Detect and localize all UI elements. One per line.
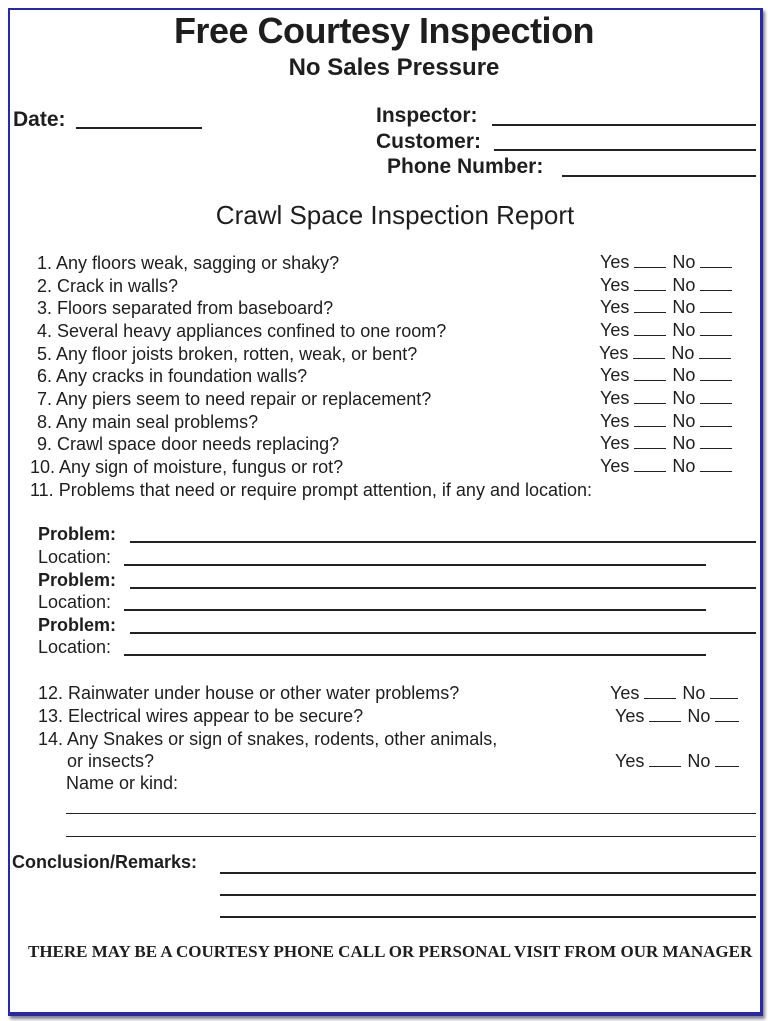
question-9: 9. Crawl space door needs replacing? bbox=[37, 434, 340, 454]
yes-no-3[interactable]: Yes No bbox=[600, 297, 738, 318]
no-blank[interactable] bbox=[700, 434, 732, 449]
form-subtitle: No Sales Pressure bbox=[288, 54, 500, 81]
phone-field[interactable] bbox=[562, 175, 756, 177]
footer-notice: THERE MAY BE A COURTESY PHONE CALL OR PERSONAL VISIT FROM OUR MANAGER bbox=[28, 942, 753, 961]
yes-blank[interactable] bbox=[634, 253, 666, 268]
location-label-2: Location: bbox=[38, 592, 112, 612]
report-title: Crawl Space Inspection Report bbox=[215, 200, 575, 230]
form-title: Free Courtesy Inspection bbox=[173, 10, 595, 51]
question-12: 12. Rainwater under house or other water problems? bbox=[38, 683, 460, 703]
yes-blank[interactable] bbox=[644, 684, 676, 699]
yes-no-2[interactable]: Yes No bbox=[600, 275, 738, 296]
date-label: Date: bbox=[13, 108, 66, 131]
yes-no-10[interactable]: Yes No bbox=[600, 456, 738, 477]
yes-no-7[interactable]: Yes No bbox=[600, 388, 738, 409]
location-field-2[interactable] bbox=[124, 609, 706, 611]
yes-no-14[interactable]: Yes No bbox=[615, 751, 745, 772]
location-field-1[interactable] bbox=[124, 564, 706, 566]
no-blank[interactable] bbox=[700, 366, 732, 381]
no-blank[interactable] bbox=[700, 298, 732, 313]
yes-no-5[interactable]: Yes No bbox=[599, 343, 737, 364]
location-label-3: Location: bbox=[38, 637, 112, 657]
question-14: 14. Any Snakes or sign of snakes, rodents, other animals, bbox=[38, 729, 498, 749]
yes-blank[interactable] bbox=[634, 366, 666, 381]
no-blank[interactable] bbox=[700, 389, 732, 404]
question-4: 4. Several heavy appliances confined to one room? bbox=[37, 321, 447, 341]
yes-blank[interactable] bbox=[633, 344, 665, 359]
yes-no-13[interactable]: Yes No bbox=[615, 706, 745, 727]
conclusion-field-2[interactable] bbox=[220, 894, 756, 896]
yes-blank[interactable] bbox=[634, 412, 666, 427]
problem-label-1: Problem: bbox=[38, 524, 117, 544]
customer-field[interactable] bbox=[494, 149, 756, 151]
yes-no-6[interactable]: Yes No bbox=[600, 365, 738, 386]
problem-field-3[interactable] bbox=[130, 632, 756, 634]
yes-blank[interactable] bbox=[634, 434, 666, 449]
yes-no-8[interactable]: Yes No bbox=[600, 411, 738, 432]
phone-label: Phone Number: bbox=[387, 155, 544, 178]
location-label-1: Location: bbox=[38, 547, 112, 567]
no-blank[interactable] bbox=[700, 276, 732, 291]
name-or-kind-label: Name or kind: bbox=[66, 773, 179, 793]
problem-label-3: Problem: bbox=[38, 615, 117, 635]
no-blank[interactable] bbox=[715, 752, 739, 767]
yes-no-1[interactable]: Yes No bbox=[600, 252, 738, 273]
conclusion-field-3[interactable] bbox=[220, 916, 756, 918]
question-2: 2. Crack in walls? bbox=[37, 276, 179, 296]
question-13: 13. Electrical wires appear to be secure? bbox=[38, 706, 364, 726]
yes-blank[interactable] bbox=[634, 321, 666, 336]
yes-blank[interactable] bbox=[634, 457, 666, 472]
no-blank[interactable] bbox=[699, 344, 731, 359]
question-6: 6. Any cracks in foundation walls? bbox=[37, 366, 308, 386]
problem-field-1[interactable] bbox=[130, 541, 756, 543]
no-blank[interactable] bbox=[700, 253, 732, 268]
location-field-3[interactable] bbox=[124, 654, 706, 656]
question-11: 11. Problems that need or require prompt attention, if any and location: bbox=[30, 480, 593, 500]
question-10: 10. Any sign of moisture, fungus or rot? bbox=[30, 457, 344, 477]
no-blank[interactable] bbox=[710, 684, 738, 699]
question-8: 8. Any main seal problems? bbox=[37, 412, 259, 432]
yes-blank[interactable] bbox=[649, 752, 681, 767]
no-blank[interactable] bbox=[700, 412, 732, 427]
question-1: 1. Any floors weak, sagging or shaky? bbox=[37, 253, 340, 273]
no-blank[interactable] bbox=[715, 707, 739, 722]
yes-blank[interactable] bbox=[649, 707, 681, 722]
yes-no-9[interactable]: Yes No bbox=[600, 433, 738, 454]
customer-label: Customer: bbox=[376, 130, 482, 153]
name-or-kind-field-2[interactable] bbox=[66, 836, 756, 837]
no-blank[interactable] bbox=[700, 321, 732, 336]
yes-no-4[interactable]: Yes No bbox=[600, 320, 738, 341]
date-field[interactable] bbox=[76, 127, 202, 129]
question-5: 5. Any floor joists broken, rotten, weak, or bent? bbox=[37, 344, 418, 364]
question-7: 7. Any piers seem to need repair or replacement? bbox=[37, 389, 432, 409]
yes-blank[interactable] bbox=[634, 389, 666, 404]
question-3: 3. Floors separated from baseboard? bbox=[37, 298, 334, 318]
name-or-kind-field-1[interactable] bbox=[66, 813, 756, 814]
inspector-field[interactable] bbox=[492, 124, 756, 126]
question-14-continued: or insects? bbox=[67, 751, 155, 771]
yes-blank[interactable] bbox=[634, 276, 666, 291]
yes-blank[interactable] bbox=[634, 298, 666, 313]
problem-label-2: Problem: bbox=[38, 570, 117, 590]
yes-no-12[interactable]: Yes No bbox=[610, 683, 744, 704]
conclusion-field-1[interactable] bbox=[220, 872, 756, 874]
no-blank[interactable] bbox=[700, 457, 732, 472]
inspector-label: Inspector: bbox=[376, 104, 478, 127]
problem-field-2[interactable] bbox=[130, 587, 756, 589]
conclusion-label: Conclusion/Remarks: bbox=[12, 852, 198, 872]
